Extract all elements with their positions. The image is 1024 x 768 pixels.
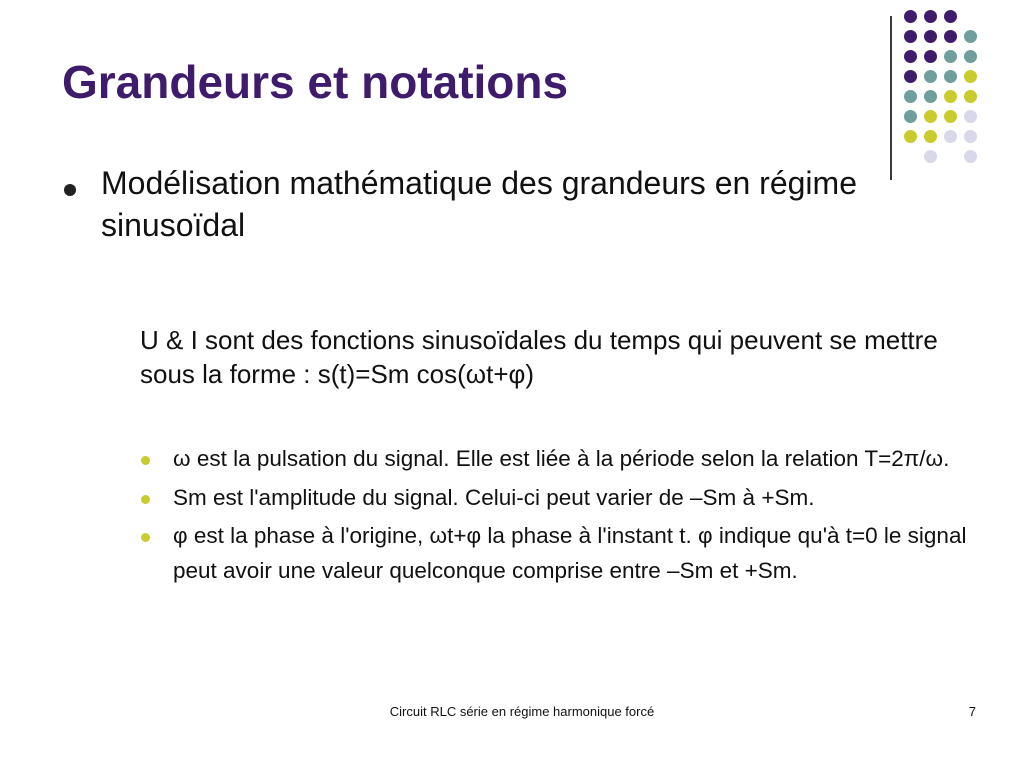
decorative-dot xyxy=(944,130,957,143)
sub-bullet-icon xyxy=(141,533,150,542)
decorative-dot xyxy=(904,90,917,103)
slide-footer xyxy=(0,704,1024,724)
decorative-dot xyxy=(924,130,937,143)
decorative-dot xyxy=(924,30,937,43)
decorative-dot xyxy=(924,90,937,103)
decorative-dot xyxy=(904,30,917,43)
footer-title: Circuit RLC série en régime harmonique forcé xyxy=(389,704,655,719)
sub-bullet-item xyxy=(140,481,970,516)
decorative-dot xyxy=(964,110,977,123)
decorative-dot xyxy=(904,110,917,123)
decorative-dot xyxy=(924,110,937,123)
bullet-point xyxy=(62,163,922,246)
decorative-dot xyxy=(944,50,957,63)
decorative-dot xyxy=(904,10,917,23)
formula-paragraph: U & I sont des fonctions sinusoïdales du temps qui peuvent se mettre sous la forme : s(t)=Sm cos(ωt+φ) xyxy=(140,325,938,389)
sub-bullet-list xyxy=(140,442,970,593)
decorative-dot xyxy=(944,110,957,123)
decorative-dot xyxy=(944,30,957,43)
decorative-dot xyxy=(924,10,937,23)
decorative-dot xyxy=(964,130,977,143)
decorative-dot xyxy=(904,130,917,143)
bullet-icon xyxy=(64,184,76,196)
decorative-dot xyxy=(904,50,917,63)
decorative-dot-grid xyxy=(904,10,1004,170)
decorative-dot xyxy=(964,150,977,163)
slide-title: Grandeurs et notations xyxy=(62,56,569,108)
decorative-dot xyxy=(964,90,977,103)
decorative-dot xyxy=(944,70,957,83)
decorative-dot xyxy=(964,70,977,83)
sub-bullet-text: ω est la pulsation du signal. Elle est liée à la période selon la relation T=2π/ω. xyxy=(173,446,950,471)
decorative-dot xyxy=(944,10,957,23)
decorative-dot xyxy=(924,70,937,83)
decorative-dot xyxy=(924,50,937,63)
sub-bullet-text: Sm est l'amplitude du signal. Celui-ci peut varier de –Sm à +Sm. xyxy=(173,484,815,510)
decorative-dot xyxy=(944,90,957,103)
sub-bullet-text: φ est la phase à l'origine, ωt+φ la phase à l'instant t. φ indique qu'à t=0 le signal peut avoir une valeur quelconque comprise entre –Sm et +Sm. xyxy=(173,523,967,583)
decorative-dot xyxy=(904,70,917,83)
decorative-dot xyxy=(964,50,977,63)
sub-bullet-item xyxy=(140,519,970,588)
sub-bullet-item xyxy=(140,442,970,477)
decorative-dot xyxy=(924,150,937,163)
decorative-dot xyxy=(964,30,977,43)
bullet-point-text: Modélisation mathématique des grandeurs en régime sinusoïdal xyxy=(101,165,857,243)
sub-bullet-icon xyxy=(141,456,150,465)
vertical-divider xyxy=(890,16,892,180)
sub-bullet-icon xyxy=(141,495,150,504)
page-number: 7 xyxy=(968,704,976,719)
